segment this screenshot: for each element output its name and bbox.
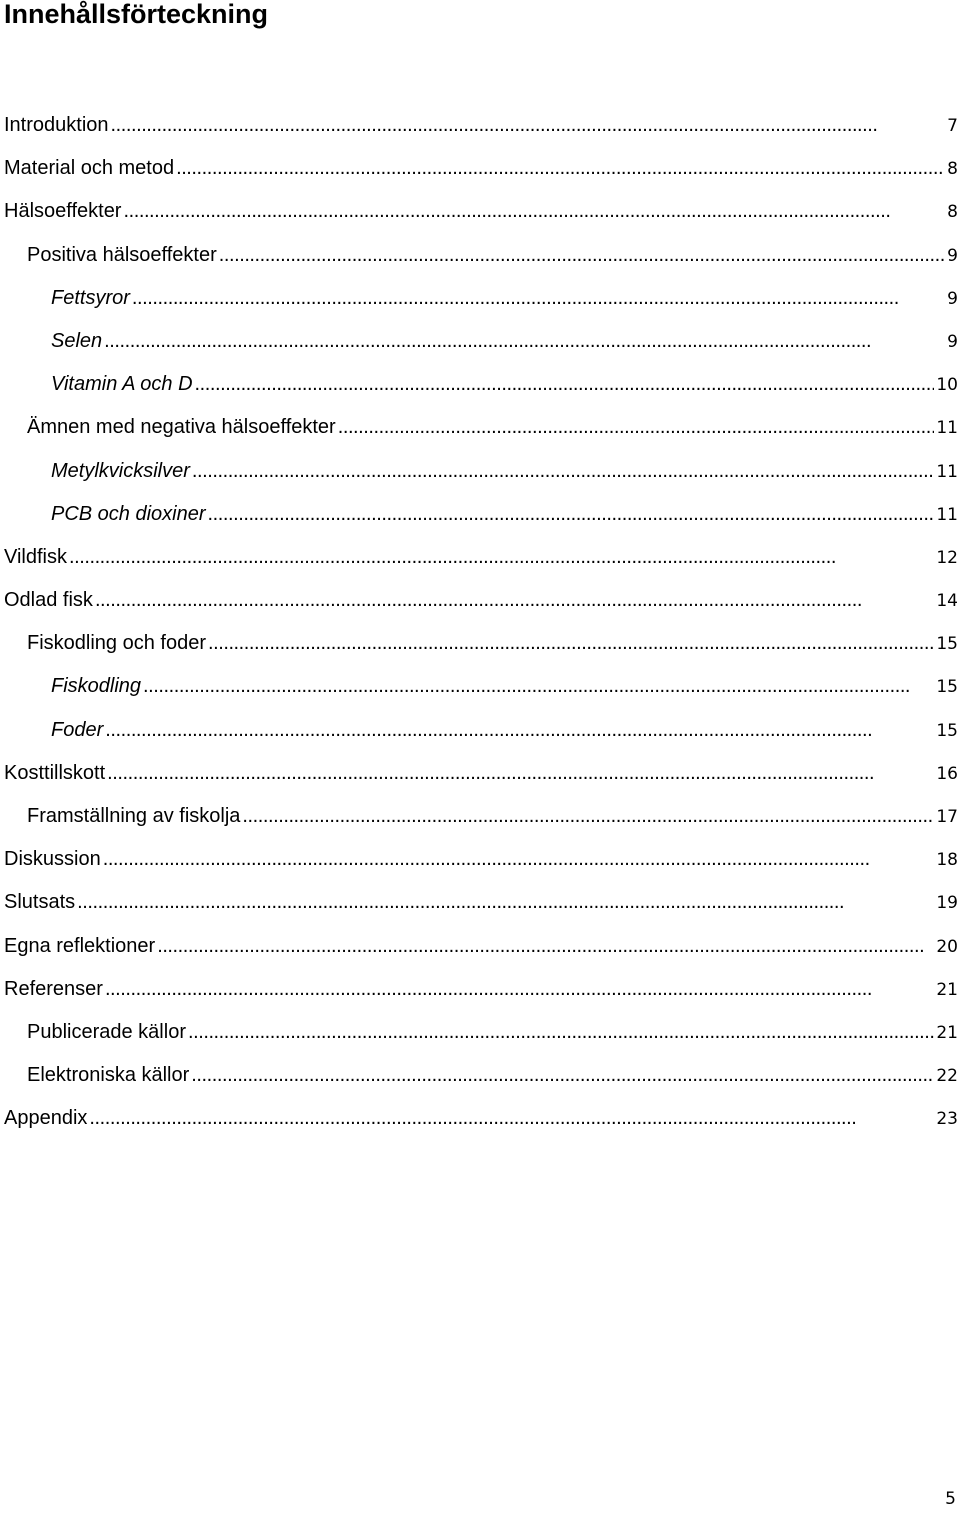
toc-entry-page: 20 [936,936,958,957]
toc-entry[interactable] [0,104,960,147]
toc-entry-page: 16 [936,763,958,784]
toc-entry-page: 7 [947,116,958,136]
dot-leader [69,536,934,579]
toc-entry-page: 9 [947,331,958,352]
toc-entry[interactable] [0,536,960,579]
toc-entry-page: 11 [936,418,958,439]
dot-leader [208,622,934,665]
toc-entry-page: 17 [936,807,958,827]
toc-entry-label: Vitamin A och D [51,373,193,396]
toc-entry[interactable] [0,1097,960,1140]
toc-entry[interactable] [0,1011,960,1054]
toc-entry[interactable] [0,622,960,665]
dot-leader [111,104,946,147]
dot-leader [195,363,935,406]
toc-entry[interactable] [0,925,960,968]
toc-entry-label: Elektroniska källor [27,1064,190,1087]
toc-entry[interactable] [0,406,960,449]
dot-leader [176,147,945,190]
toc-entry-label: Hälsoeffekter [4,200,122,223]
toc-entry-page: 18 [936,850,958,871]
toc-entry-label: Foder [51,718,104,741]
dot-leader [95,579,934,622]
toc-entry-label: Publicerade källor [27,1020,186,1043]
dot-leader [105,968,934,1011]
toc-entry-page: 9 [947,288,958,309]
toc-entry-page: 12 [936,547,958,568]
toc-title: Innehållsförteckning [4,0,269,29]
toc-entry-label: Fiskodling [51,675,142,698]
toc-entry-label: Ämnen med negativa hälsoeffekter [27,416,336,439]
page-number: 5 [945,1489,956,1509]
toc-entry[interactable] [0,277,960,320]
toc-entry[interactable] [0,493,960,536]
toc-entry[interactable] [0,838,960,881]
toc-list [0,104,960,1141]
toc-entry-label: Selen [51,329,103,352]
dot-leader [143,665,934,708]
dot-leader [89,1097,934,1140]
toc-entry-label: Kosttillskott [4,761,106,784]
toc-entry[interactable] [0,709,960,752]
toc-entry-page: 21 [936,979,958,1000]
dot-leader [103,838,935,881]
dot-leader [157,925,934,968]
toc-entry[interactable] [0,190,960,233]
toc-entry-label: Material och metod [4,157,175,180]
toc-entry-label: Introduktion [4,114,109,136]
toc-entry[interactable] [0,881,960,924]
dot-leader [132,277,945,320]
toc-entry-label: PCB och dioxiner [51,502,206,525]
toc-entry[interactable] [0,450,960,493]
toc-entry-label: Egna reflektioner [4,934,156,957]
dot-leader [338,406,935,449]
toc-entry[interactable] [0,968,960,1011]
dot-leader [192,450,934,493]
toc-entry-page: 15 [936,634,958,655]
dot-leader [208,493,935,536]
toc-entry-page: 9 [947,245,958,266]
dot-leader [107,752,934,795]
dot-leader [188,1011,934,1054]
dot-leader [77,881,934,924]
dot-leader [104,320,945,363]
toc-entry-label: Fettsyror [51,286,130,309]
dot-leader [219,234,945,277]
toc-entry-label: Appendix [4,1107,88,1130]
toc-entry-label: Referenser [4,977,103,1000]
dot-leader [123,190,945,233]
dot-leader [105,709,934,752]
toc-entry-label: Diskussion [4,848,101,871]
toc-entry[interactable] [0,1054,960,1097]
toc-entry[interactable] [0,579,960,622]
toc-entry-label: Odlad fisk [4,589,93,612]
toc-entry-label: Framställning av fiskolja [27,805,241,827]
toc-entry[interactable] [0,795,960,838]
toc-entry-page: 23 [936,1109,958,1130]
toc-entry-page: 10 [936,375,958,396]
toc-entry-label: Metylkvicksilver [51,459,190,482]
toc-entry-page: 11 [936,461,958,482]
toc-entry-page: 15 [936,720,958,741]
toc-entry-page: 22 [936,1066,958,1087]
toc-entry[interactable] [0,234,960,277]
toc-entry-page: 8 [947,202,958,223]
toc-entry[interactable] [0,752,960,795]
toc-entry-page: 15 [936,677,958,698]
dot-leader [191,1054,934,1097]
toc-entry-page: 8 [947,159,958,180]
toc-entry-page: 19 [936,893,958,914]
toc-entry-label: Positiva hälsoeffekter [27,243,217,266]
toc-entry-page: 11 [936,504,958,525]
toc-entry[interactable] [0,147,960,190]
toc-entry-label: Slutsats [4,891,76,914]
toc-entry[interactable] [0,665,960,708]
toc-entry-page: 21 [936,1022,958,1043]
toc-entry[interactable] [0,320,960,363]
toc-entry-page: 14 [936,591,958,612]
toc-entry[interactable] [0,363,960,406]
dot-leader [242,795,934,838]
toc-entry-label: Vildfisk [4,545,67,568]
toc-entry-label: Fiskodling och foder [27,632,206,655]
